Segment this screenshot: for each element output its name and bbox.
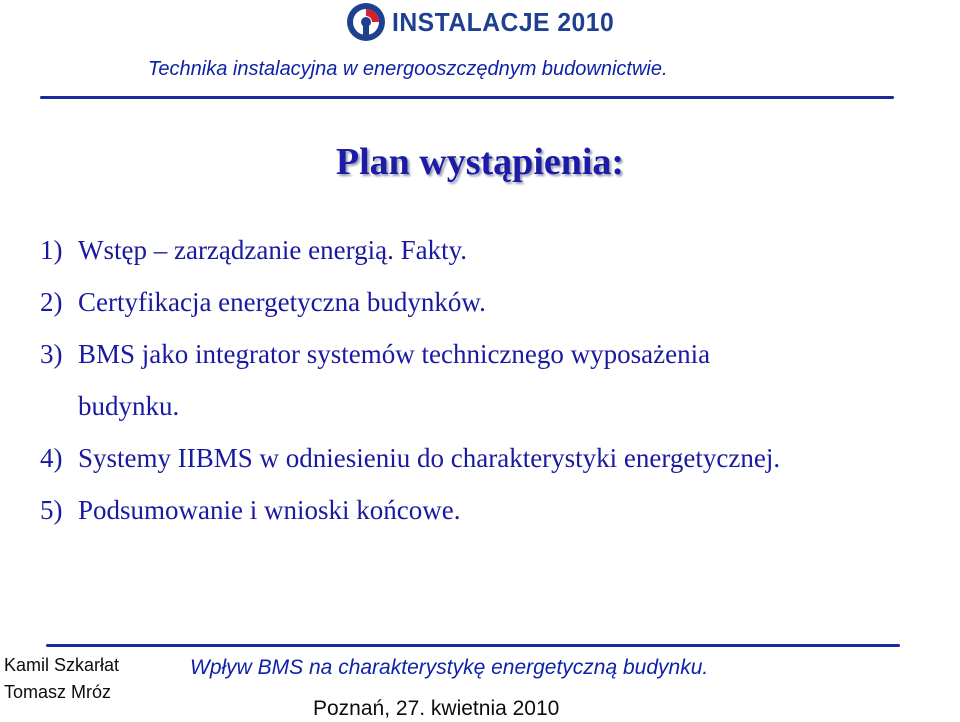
author-name: Kamil Szkarłat [4,655,120,675]
agenda-item-text: Wstęp – zarządzanie energią. Fakty. [78,235,468,265]
footer-date: Poznań, 27. kwietnia 2010 [313,697,560,720]
instalacje-logo [346,0,626,44]
agenda-item-number: 3) [40,339,63,369]
footer-title: Wpływ BMS na charakterystykę energetyczną budynku. [190,656,709,679]
top-divider [40,96,894,99]
footer-authors [4,652,119,706]
agenda-item-5 [40,484,780,536]
agenda-item-text: BMS jako integrator systemów technicznego wyposażenia [78,339,711,369]
logo-emblem-icon [346,2,386,42]
agenda-item-3 [40,328,780,432]
agenda-item-2 [40,276,780,328]
agenda-item-text-continued: budynku. [78,391,180,421]
bottom-divider [46,644,900,647]
agenda-item-number: 1) [40,235,63,265]
agenda-item-number: 5) [40,495,63,525]
agenda-item-4 [40,432,780,484]
agenda-item-number: 2) [40,287,63,317]
agenda-item-text: Certyfikacja energetyczna budynków. [78,287,486,317]
agenda-item-number: 4) [40,443,63,473]
agenda-item-text: Systemy IIBMS w odniesieniu do charakterystyki energetycznej. [78,443,781,473]
logo-text: INSTALACJE 2010 [392,6,615,37]
agenda-item-text: Podsumowanie i wnioski końcowe. [78,495,461,525]
agenda-item-1 [40,224,780,276]
header-subtitle: Technika instalacyjna w energooszczędnym budownictwie. [148,58,668,80]
author-name: Tomasz Mróz [4,682,112,702]
slide-title: Plan wystąpienia: [335,141,625,183]
agenda-list [40,224,780,536]
